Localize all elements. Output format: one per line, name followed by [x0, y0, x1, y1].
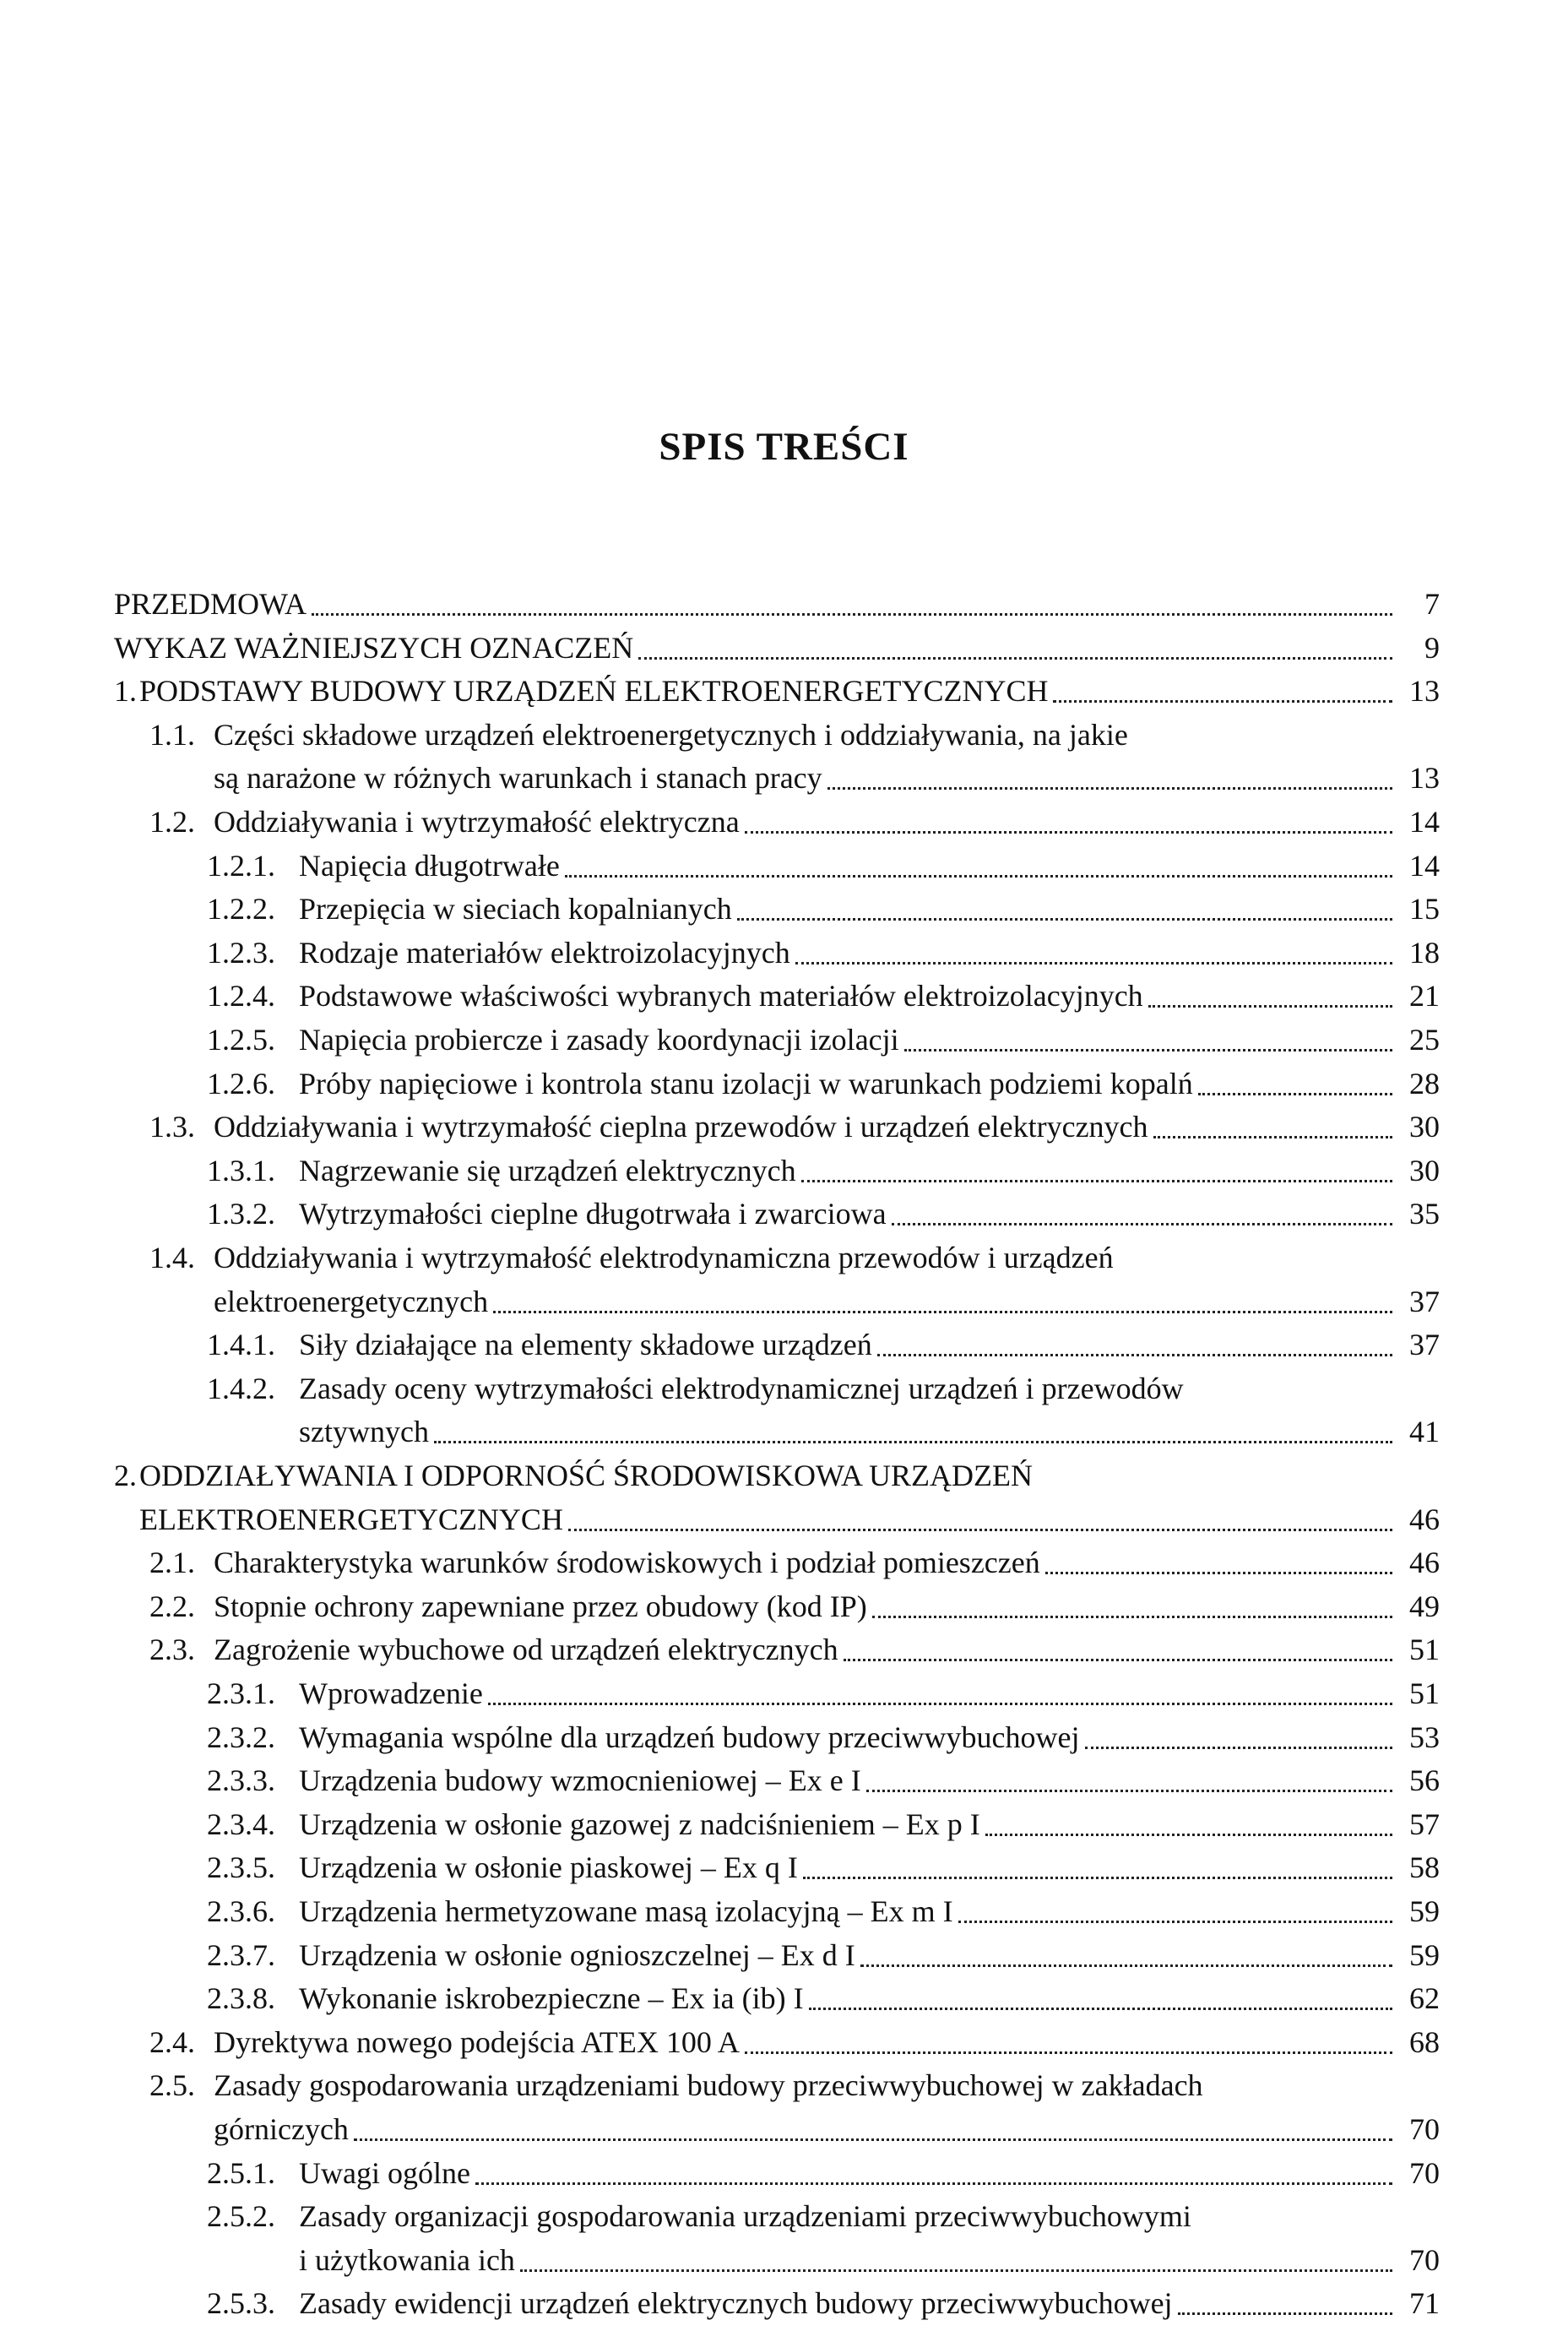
dot-leader — [958, 1920, 1392, 1923]
toc-entry-title: elektroenergetycznych — [214, 1285, 489, 1318]
toc-entry — [0, 2195, 1568, 2238]
toc-entry-page: 51 — [1409, 1676, 1440, 1710]
toc-entry — [0, 2108, 1568, 2151]
toc-entry-title: PODSTAWY BUDOWY URZĄDZEŃ ELEKTROENERGETYCZNYCH — [139, 674, 1049, 708]
toc-entry-title: Urządzenia w osłonie gazowej z nadciśnieniem – Ex p I — [299, 1807, 980, 1841]
toc-entry-page: 46 — [1409, 1546, 1440, 1579]
dot-leader — [568, 1528, 1392, 1531]
toc-entry-title: Wprowadzenie — [299, 1676, 483, 1710]
toc-entry-title: Próby napięciowe i kontrola stanu izolacji w warunkach podziemi kopalń — [299, 1067, 1193, 1100]
dot-leader — [745, 2051, 1392, 2054]
toc-entry-title: Siły działające na elementy składowe urządzeń — [299, 1328, 872, 1361]
toc-entry-page: 37 — [1409, 1285, 1440, 1318]
toc-entry-title: Charakterystyka warunków środowiskowych i podział pomieszczeń — [214, 1546, 1040, 1579]
toc-entry-title: Zasady ewidencji urządzeń elektrycznych budowy przeciwwybuchowej — [299, 2286, 1173, 2320]
toc-entry — [0, 975, 1568, 1018]
toc-entry — [0, 583, 1568, 626]
dot-leader — [872, 1615, 1392, 1618]
toc-entry-number: 1.3.2. — [207, 1197, 275, 1231]
dot-leader — [860, 1964, 1392, 1967]
toc-entry-page: 9 — [1424, 631, 1440, 665]
toc-entry-title: Zagrożenie wybuchowe od urządzeń elektrycznych — [214, 1633, 838, 1666]
toc-entry-page: 49 — [1409, 1589, 1440, 1623]
toc-entry-number: 2.1. — [149, 1546, 195, 1579]
toc-entry-number: 2.4. — [149, 2025, 195, 2059]
toc-entry-title: Urządzenia w osłonie ognioszczelnej – Ex d I — [299, 1938, 855, 1972]
toc-entry-title: są narażone w różnych warunkach i stanach pracy — [214, 761, 822, 795]
dot-leader — [493, 1310, 1392, 1313]
toc-entry-page: 56 — [1409, 1763, 1440, 1797]
toc-entry — [0, 757, 1568, 800]
toc-entry-number: 1.2.6. — [207, 1067, 275, 1100]
toc-entry-title: i użytkowania ich — [299, 2243, 515, 2277]
toc-entry-number: 2.3.2. — [207, 1720, 275, 1754]
toc-entry-page: 13 — [1409, 674, 1440, 708]
dot-leader — [795, 961, 1392, 965]
toc-entry — [0, 1367, 1568, 1410]
toc-entry-title: Oddziaływania i wytrzymałość cieplna przewodów i urządzeń elektrycznych — [214, 1110, 1148, 1144]
toc-entry-title: Urządzenia hermetyzowane masą izolacyjną – Ex m I — [299, 1894, 953, 1928]
dot-leader — [866, 1789, 1392, 1792]
toc-entry-page: 41 — [1409, 1415, 1440, 1448]
toc-entry-number: 1.2.5. — [207, 1023, 275, 1057]
dot-leader — [737, 917, 1392, 921]
toc-entry-title: Zasady gospodarowania urządzeniami budowy przeciwwybuchowej w zakładach — [214, 2068, 1203, 2102]
dot-leader — [354, 2138, 1392, 2141]
toc-entry-page: 70 — [1409, 2156, 1440, 2190]
toc-entry — [0, 714, 1568, 757]
toc-entry-title: Podstawowe właściwości wybranych materiałów elektroizolacyjnych — [299, 979, 1143, 1013]
toc-entry-title: Zasady organizacji gospodarowania urządzeniami przeciwwybuchowymi — [299, 2199, 1191, 2233]
dot-leader — [638, 656, 1392, 660]
toc-entry-number: 2.5.3. — [207, 2286, 275, 2320]
toc-entry — [0, 670, 1568, 713]
toc-entry-title: Przepięcia w sieciach kopalnianych — [299, 892, 732, 926]
toc-entry-page: 35 — [1409, 1197, 1440, 1231]
toc-entry — [0, 2021, 1568, 2064]
toc-entry-number: 1.2.4. — [207, 979, 275, 1013]
toc-entry — [0, 845, 1568, 888]
toc-entry-title: Urządzenia w osłonie piaskowej – Ex q I — [299, 1850, 798, 1884]
toc-entry-title: Oddziaływania i wytrzymałość elektrodynamiczna przewodów i urządzeń — [214, 1241, 1114, 1274]
dot-leader — [877, 1353, 1392, 1356]
toc-entry-page: 68 — [1409, 2025, 1440, 2059]
toc-entry-page: 28 — [1409, 1067, 1440, 1100]
toc-entry-page: 70 — [1409, 2243, 1440, 2277]
toc-entry — [0, 2152, 1568, 2195]
toc-entry-number: 2.5. — [149, 2068, 195, 2102]
dot-leader — [1178, 2312, 1392, 2315]
toc-entry-page: 7 — [1424, 587, 1440, 621]
toc-entry-page: 57 — [1409, 1807, 1440, 1841]
toc-entry-number: 2.5.2. — [207, 2199, 275, 2233]
dot-leader — [1153, 1135, 1392, 1138]
toc-entry-title: Dyrektywa nowego podejścia ATEX 100 A — [214, 2025, 740, 2059]
dot-leader — [904, 1048, 1392, 1051]
toc-entry-page: 59 — [1409, 1938, 1440, 1972]
toc-entry-title: Wykonanie iskrobezpieczne – Ex ia (ib) I — [299, 1981, 804, 2015]
toc-entry-title: Oddziaływania i wytrzymałość elektryczna — [214, 805, 740, 839]
toc-entry-title: ODDZIAŁYWANIA I ODPORNOŚĆ ŚRODOWISKOWA URZĄDZEŃ — [139, 1459, 1033, 1492]
toc-entry — [0, 888, 1568, 931]
toc-entry-title: Uwagi ogólne — [299, 2156, 470, 2190]
toc-entry-page: 37 — [1409, 1328, 1440, 1361]
toc-entry — [0, 1106, 1568, 1149]
toc-entry-number: 2.3.1. — [207, 1676, 275, 1710]
toc-entry — [0, 1323, 1568, 1367]
dot-leader — [565, 874, 1392, 878]
toc-entry-title: Części składowe urządzeń elektroenergetycznych i oddziaływania, na jakie — [214, 718, 1128, 752]
toc-entry-number: 1. — [114, 674, 137, 708]
toc-entry-title: Rodzaje materiałów elektroizolacyjnych — [299, 936, 790, 970]
toc-entry-number: 1.3. — [149, 1110, 195, 1144]
toc-entry-title: Wytrzymałości cieplne długotrwała i zwarciowa — [299, 1197, 887, 1231]
toc-entry-page: 14 — [1409, 849, 1440, 883]
toc-entry-title: górniczych — [214, 2112, 349, 2146]
toc-entry — [0, 1672, 1568, 1715]
toc-entry-number: 1.4. — [149, 1241, 195, 1274]
toc-entry-number: 2. — [114, 1459, 137, 1492]
toc-entry — [0, 1716, 1568, 1759]
toc-entry — [0, 1759, 1568, 1802]
toc-entry-title: Urządzenia budowy wzmocnieniowej – Ex e I — [299, 1763, 861, 1797]
toc-entry-page: 15 — [1409, 892, 1440, 926]
toc-entry — [0, 1236, 1568, 1280]
dot-leader — [1085, 1746, 1392, 1749]
dot-leader — [1053, 699, 1392, 703]
dot-leader — [803, 1876, 1392, 1879]
toc-entry-title: Stopnie ochrony zapewniane przez obudowy (kod IP) — [214, 1589, 867, 1623]
toc-entry-number: 2.3. — [149, 1633, 195, 1666]
toc-entry — [0, 1585, 1568, 1628]
dot-leader — [434, 1440, 1392, 1443]
toc-entry-title: sztywnych — [299, 1415, 429, 1448]
toc-entry-title: PRZEDMOWA — [114, 587, 307, 621]
toc-entry — [0, 1977, 1568, 2020]
toc-entry-number: 1.2.2. — [207, 892, 275, 926]
dot-leader — [520, 2269, 1392, 2272]
toc-entry — [0, 2282, 1568, 2325]
toc-entry-number: 2.3.6. — [207, 1894, 275, 1928]
toc-entry — [0, 1062, 1568, 1106]
toc-entry-number: 2.3.8. — [207, 1981, 275, 2015]
toc-entry-page: 14 — [1409, 805, 1440, 839]
toc-entry-title: Nagrzewanie się urządzeń elektrycznych — [299, 1154, 796, 1187]
toc-entry — [0, 1193, 1568, 1236]
toc-entry — [0, 1019, 1568, 1062]
toc-entry-page: 59 — [1409, 1894, 1440, 1928]
toc-entry — [0, 1498, 1568, 1541]
toc-entry-page: 25 — [1409, 1023, 1440, 1057]
toc-entry-title: Wymagania wspólne dla urządzeń budowy przeciwwybuchowej — [299, 1720, 1080, 1754]
dot-leader — [801, 1179, 1392, 1182]
toc-entry-title: WYKAZ WAŻNIEJSZYCH OZNACZEŃ — [114, 631, 634, 665]
dot-leader — [745, 830, 1392, 834]
dot-leader — [844, 1658, 1392, 1661]
toc-entry-number: 1.4.2. — [207, 1372, 275, 1405]
toc-entry — [0, 1934, 1568, 1977]
dot-leader — [312, 612, 1392, 616]
toc-entry — [0, 627, 1568, 670]
toc-entry-page: 18 — [1409, 936, 1440, 970]
toc-entry-number: 1.3.1. — [207, 1154, 275, 1187]
toc-entry-number: 2.5.1. — [207, 2156, 275, 2190]
dot-leader — [892, 1222, 1392, 1225]
dot-leader — [827, 786, 1392, 790]
toc-entry-title: Zasady oceny wytrzymałości elektrodynamicznej urządzeń i przewodów — [299, 1372, 1184, 1405]
toc-entry-page: 21 — [1409, 979, 1440, 1013]
dot-leader — [809, 2007, 1392, 2010]
toc-entry — [0, 801, 1568, 844]
toc-entry-number: 2.2. — [149, 1589, 195, 1623]
toc-entry-title: Napięcia probiercze i zasady koordynacji izolacji — [299, 1023, 899, 1057]
toc-entry-page: 62 — [1409, 1981, 1440, 2015]
toc-entry — [0, 1628, 1568, 1671]
toc-entry — [0, 2064, 1568, 2107]
toc-entry-number: 1.2.3. — [207, 936, 275, 970]
toc-entry-page: 46 — [1409, 1502, 1440, 1536]
toc-entry — [0, 1280, 1568, 1323]
toc-entry-title: ELEKTROENERGETYCZNYCH — [139, 1502, 563, 1536]
dot-leader — [1148, 1004, 1392, 1008]
toc-entry — [0, 1541, 1568, 1584]
dot-leader — [1198, 1092, 1392, 1095]
toc-entry-page: 58 — [1409, 1850, 1440, 1884]
toc-entry-page: 71 — [1409, 2286, 1440, 2320]
dot-leader — [1045, 1571, 1392, 1574]
toc-entry — [0, 1803, 1568, 1846]
toc-entry-number: 2.3.5. — [207, 1850, 275, 1884]
toc-entry-number: 2.3.3. — [207, 1763, 275, 1797]
toc-entry-page: 13 — [1409, 761, 1440, 795]
toc-entry-number: 2.3.7. — [207, 1938, 275, 1972]
toc-entry-number: 1.2.1. — [207, 849, 275, 883]
toc-entry — [0, 1890, 1568, 1933]
toc-entry-page: 70 — [1409, 2112, 1440, 2146]
toc-entry — [0, 1846, 1568, 1889]
toc-entry-number: 1.1. — [149, 718, 195, 752]
toc-entry-page: 53 — [1409, 1720, 1440, 1754]
page-title: SPIS TREŚCI — [659, 425, 909, 469]
toc-entry-number: 1.4.1. — [207, 1328, 275, 1361]
toc-entry-number: 2.3.4. — [207, 1807, 275, 1841]
toc-entry-page: 51 — [1409, 1633, 1440, 1666]
toc-entry — [0, 1454, 1568, 1497]
dot-leader — [985, 1833, 1392, 1836]
toc-entry — [0, 2239, 1568, 2282]
toc-entry — [0, 932, 1568, 975]
dot-leader — [475, 2182, 1392, 2185]
toc-entry — [0, 1149, 1568, 1193]
dot-leader — [488, 1702, 1392, 1705]
toc-entry-page: 30 — [1409, 1154, 1440, 1187]
toc-entry — [0, 1410, 1568, 1454]
toc-entry-page: 30 — [1409, 1110, 1440, 1144]
toc-entry-title: Napięcia długotrwałe — [299, 849, 560, 883]
toc-entry-number: 1.2. — [149, 805, 195, 839]
